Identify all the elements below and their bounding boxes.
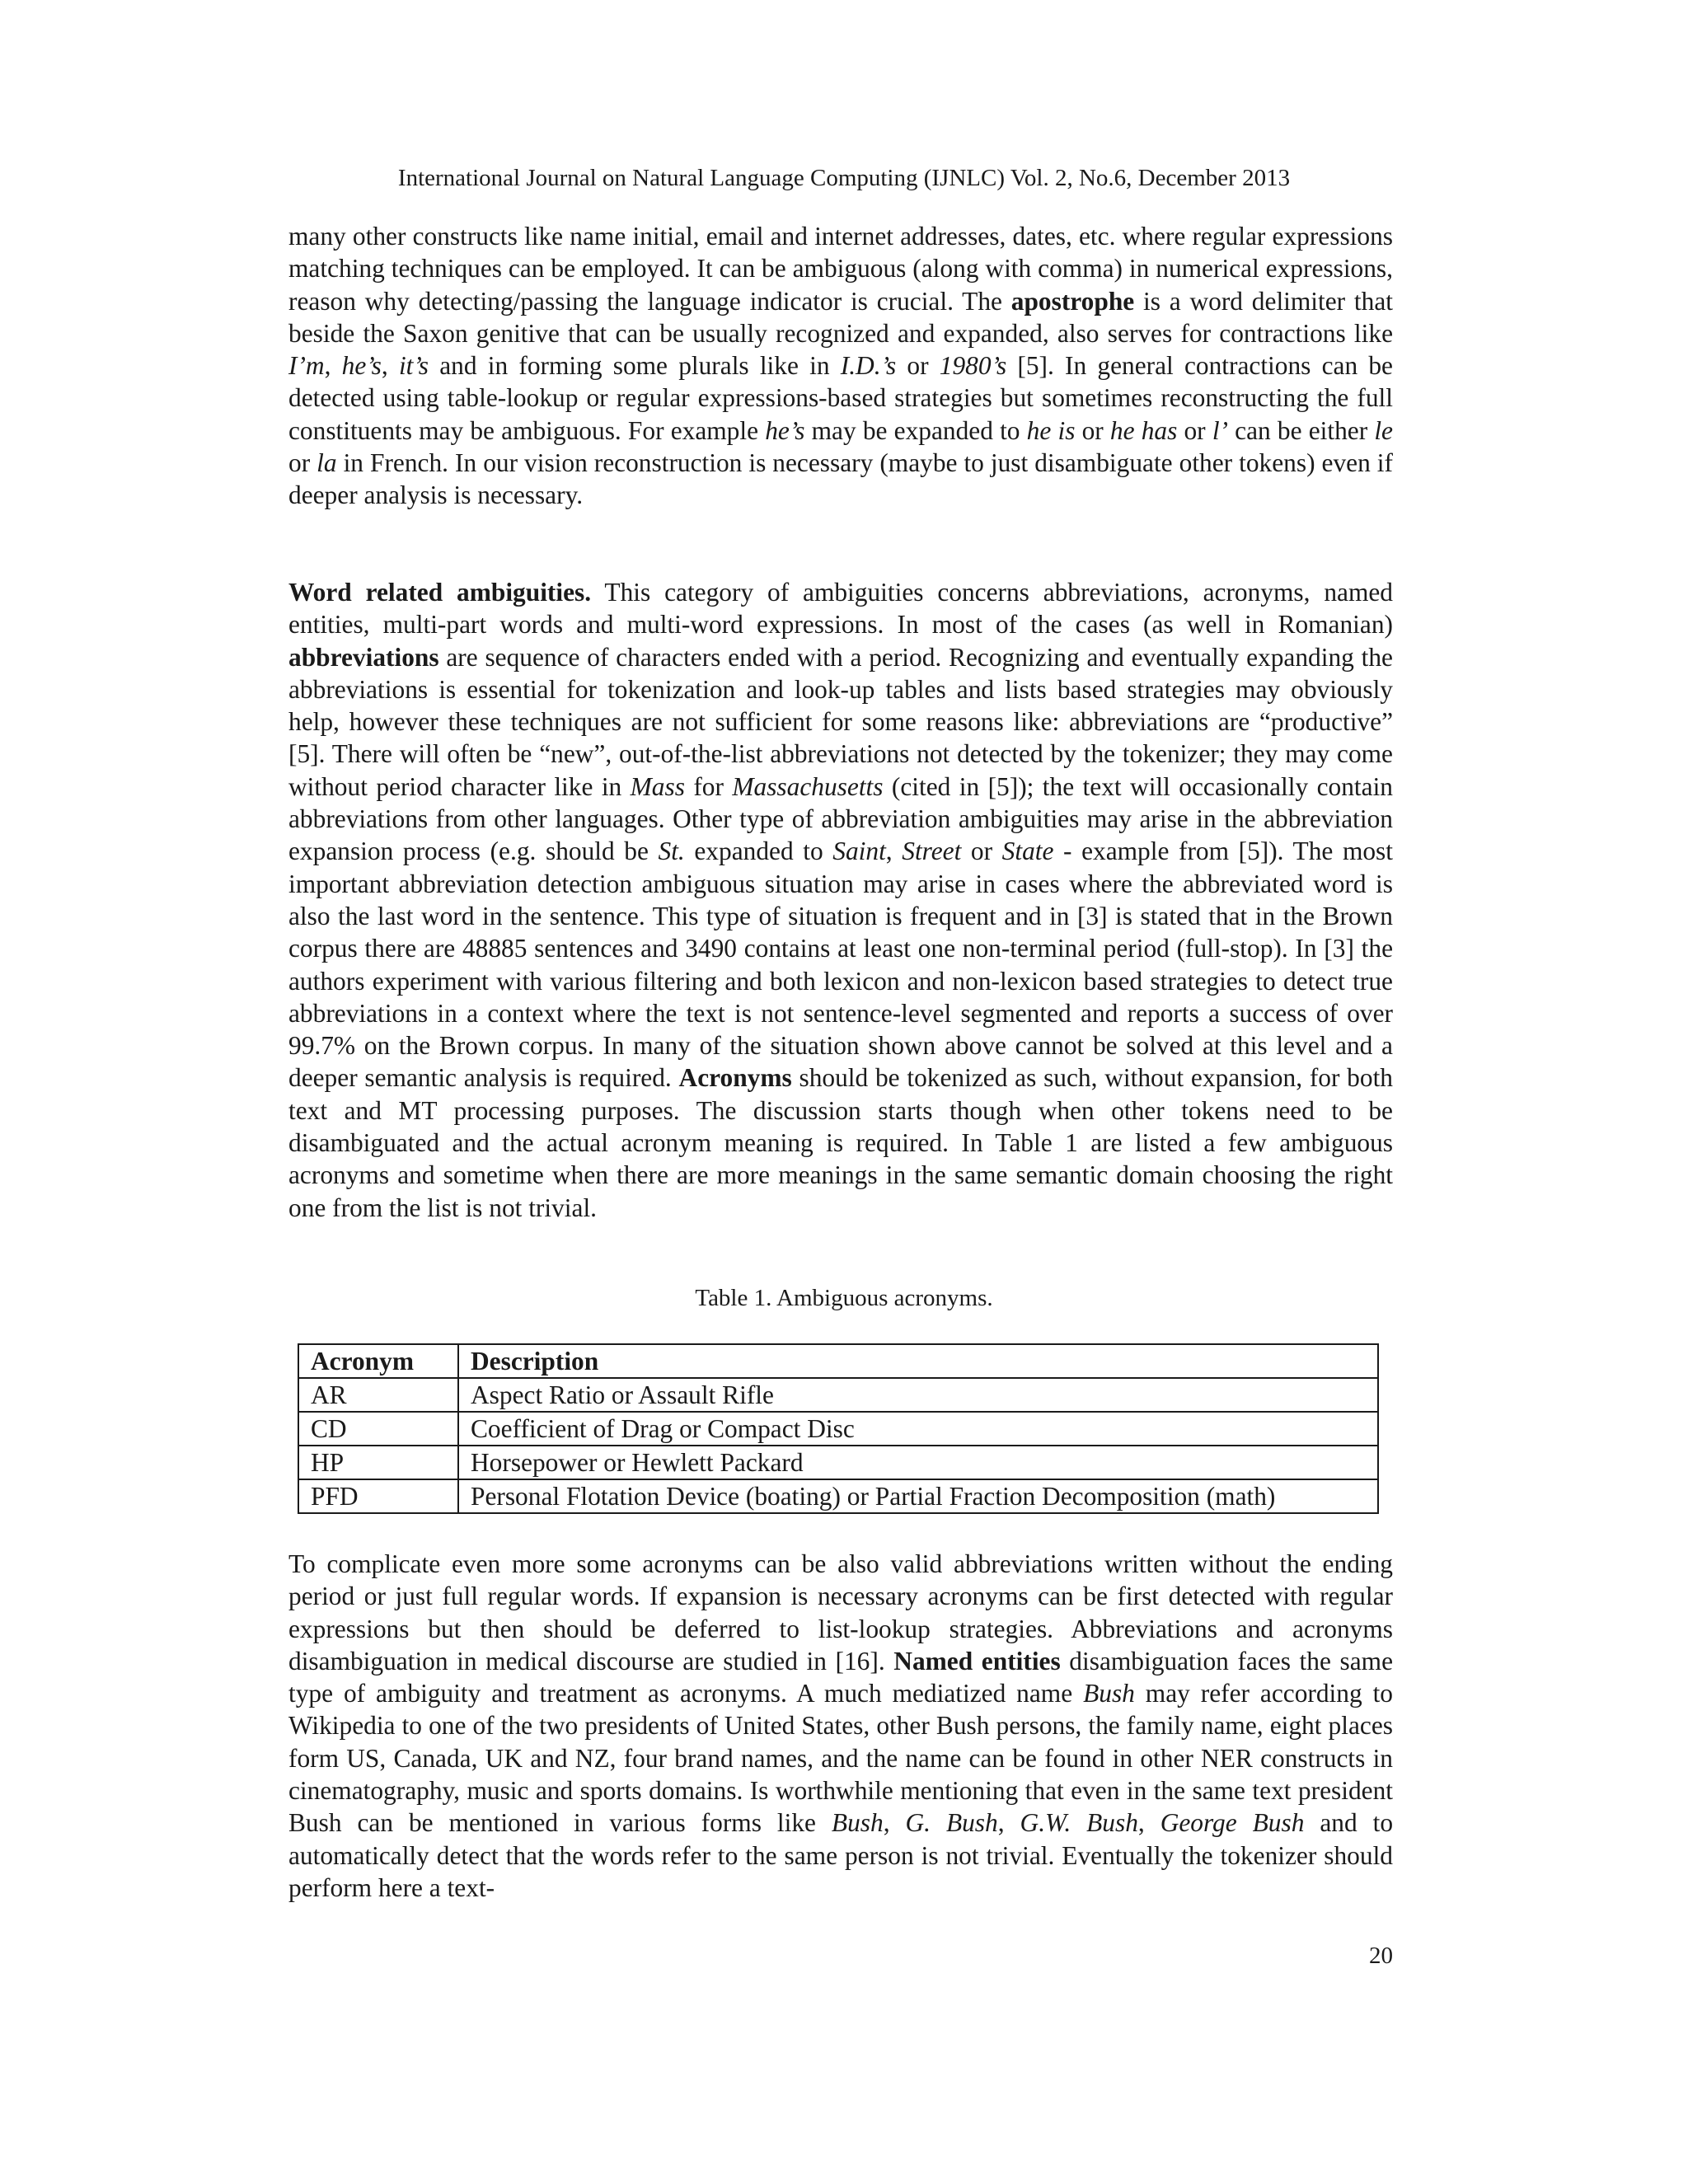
- table-row: [298, 1378, 1378, 1412]
- acronym-cell: HP: [298, 1446, 458, 1479]
- table-caption: Table 1. Ambiguous acronyms.: [695, 1285, 993, 1311]
- paragraph-text: To complicate even more some acronyms can be also valid abbreviations written without the ending period or just full regular words. If expansion is necessary acronyms can be first detected with regular expressions but then should be deferred to list-lookup strategies. Abbreviations and acronyms disambiguation in medical discourse are studied in [16]. Named entities disambiguation faces the same type of ambiguity and treatment as acronyms. A much mediatized name Bush may refer according to Wikipedia to one of the two presidents of United States, other Bush persons, the family name, eight places form US, Canada, UK and NZ, four brand names, and the name can be found in other NER constructs in cinematography, music and sports domains. Is worthwhile mentioning that even in the same text president Bush can be mentioned in various forms like Bush, G. Bush, G.W. Bush, George Bush and to automatically detect that the words refer to the same person is not trivial. Eventually the tokenizer should perform here a text-: [288, 1549, 1394, 1902]
- bold-term: Acronyms: [678, 1063, 792, 1093]
- italic-term: I.D.’s: [840, 351, 897, 381]
- italic-term: State: [1001, 837, 1054, 866]
- column-header-acronym: Acronym: [298, 1344, 458, 1378]
- acronym-table: [298, 1343, 1379, 1514]
- italic-term: le: [1374, 415, 1393, 445]
- body-paragraph: [288, 220, 1393, 512]
- acronym-cell: AR: [298, 1378, 458, 1412]
- italic-term: G.W. Bush: [1020, 1808, 1138, 1838]
- page-number: 20: [1369, 1943, 1393, 1969]
- italic-term: he is: [1026, 415, 1076, 445]
- italic-term: St.: [658, 837, 685, 866]
- acronym-cell: CD: [298, 1412, 458, 1446]
- italic-term: he has: [1109, 415, 1178, 445]
- italic-term: he’s: [341, 351, 382, 381]
- italic-term: 1980’s: [939, 351, 1007, 381]
- italic-term: Bush: [831, 1808, 884, 1838]
- column-header-description: Description: [458, 1344, 1378, 1378]
- description-cell: Horsepower or Hewlett Packard: [458, 1446, 1378, 1479]
- table-header-row: [298, 1344, 1378, 1378]
- italic-term: he’s: [765, 415, 805, 445]
- italic-term: George Bush: [1160, 1808, 1305, 1838]
- paragraph-text: Word related ambiguities. This category of ambiguities concerns abbreviations, acronyms, named entities, multi-part words and multi-word expressions. In most of the cases (as well in Romanian) abbreviations are sequence of characters ended with a period. Recognizing and eventually expanding the abbreviations is essential for tokenization and look-up tables and lists based strategies may obviously help, however these techniques are not sufficient for some reasons like: abbreviations are “productive” [5]. There will often be “new”, out-of-the-list abbreviations not detected by the tokenizer; they may come without period character like in Mass for Massachusetts (cited in [5]); the text will occasionally contain abbreviations from other languages. Other type of abbreviation ambiguities may arise in the abbreviation expansion process (e.g. should be St. expanded to Saint, Street or State - example from [5]). The most important abbreviation detection ambiguous situation may arise in cases where the abbreviated word is also the last word in the sentence. This type of situation is frequent and in [3] is stated that in the Brown corpus there are 48885 sentences and 3490 contains at least one non-terminal period (full-stop). In [3] the authors experiment with various filtering and both lexicon and non-lexicon based strategies to detect true abbreviations in a context where the text is not sentence-level segmented and reports a success of over 99.7% on the Brown corpus. In many of the situation shown above cannot be solved at this level and a deeper semantic analysis is required. Acronyms should be tokenized as such, without expansion, for both text and MT processing purposes. The discussion starts though when other tokens need to be disambiguated and the actual acronym meaning is required. In Table 1 are listed a few ambiguous acronyms and sometime when there are more meanings in the same semantic domain choosing the right one from the list is not trivial.: [288, 578, 1393, 1222]
- running-header: International Journal on Natural Language Computing (IJNLC) Vol. 2, No.6, December 2013: [397, 165, 1291, 191]
- table-row: [298, 1479, 1378, 1513]
- bold-term: apostrophe: [1010, 286, 1135, 316]
- paragraph-text: many other constructs like name initial, email and internet addresses, dates, etc. where regular expressions matching techniques can be employed. It can be ambiguous (along with comma) in numerical expressions, reason why detecting/passing the language indicator is crucial. The apostrophe is a word delimiter that beside the Saxon genitive that can be usually recognized and expanded, also serves for contractions like I’m, he’s, it’s and in forming some plurals like in I.D.’s or 1980’s [5]. In general contractions can be detected using table-lookup or regular expressions-based strategies but sometimes reconstructing the full constituents may be ambiguous. For example he’s may be expanded to he is or he has or l’ can be either le or la in French. In our vision reconstruction is necessary (maybe to just disambiguate other tokens) even if deeper analysis is necessary.: [288, 222, 1393, 510]
- bold-term: abbreviations: [288, 642, 439, 672]
- description-cell: Aspect Ratio or Assault Rifle: [458, 1378, 1378, 1412]
- body-paragraph: [288, 1548, 1393, 1904]
- italic-term: it’s: [398, 351, 429, 381]
- table-row: [298, 1412, 1378, 1446]
- italic-term: Massachusetts: [732, 771, 884, 801]
- acronym-cell: PFD: [298, 1479, 458, 1513]
- italic-term: Mass: [630, 771, 685, 801]
- table-row: [298, 1446, 1378, 1479]
- italic-term: la: [316, 448, 337, 478]
- bold-term: Word related ambiguities.: [288, 578, 592, 607]
- italic-term: G. Bush: [905, 1808, 998, 1838]
- italic-term: l’: [1212, 415, 1228, 445]
- description-cell: Coefficient of Drag or Compact Disc: [458, 1412, 1378, 1446]
- italic-term: I’m: [288, 351, 325, 381]
- body-paragraph: [288, 576, 1393, 1224]
- italic-term: Bush: [1083, 1679, 1135, 1708]
- description-cell: Personal Flotation Device (boating) or Partial Fraction Decomposition (math): [458, 1479, 1378, 1513]
- bold-term: Named entities: [893, 1646, 1061, 1675]
- italic-term: Street: [902, 837, 962, 866]
- italic-term: Saint: [832, 837, 886, 866]
